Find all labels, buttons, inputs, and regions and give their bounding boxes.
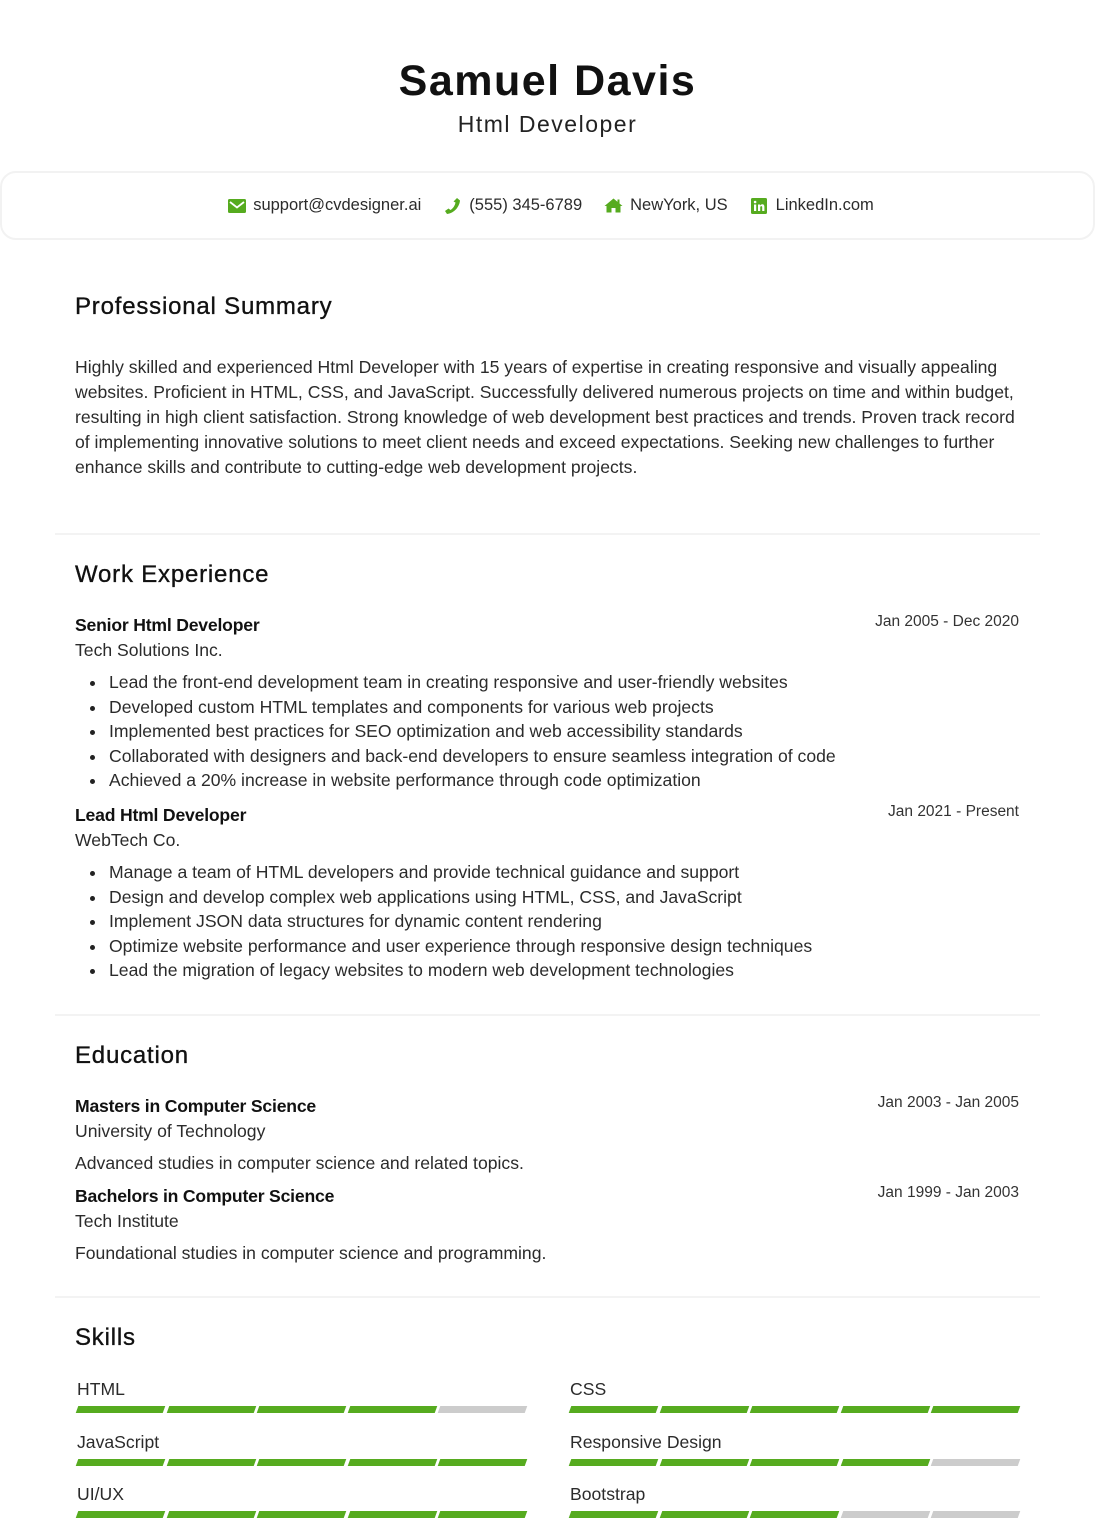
education-dates: Jan 1999 - Jan 2003 <box>877 1184 1019 1201</box>
skill-segment-empty <box>931 1459 1020 1466</box>
job-bullet: Manage a team of HTML developers and provide technical guidance and support <box>75 860 1019 885</box>
contact-email[interactable] <box>227 196 421 215</box>
job-role: Senior Html Developer <box>75 615 260 635</box>
skill-segment-filled <box>750 1511 839 1518</box>
job-bullet: Lead the migration of legacy websites to modern web development technologies <box>75 958 1019 983</box>
envelope-icon <box>227 197 246 214</box>
contact-location-text: NewYork, US <box>630 196 728 214</box>
summary-heading: Professional Summary <box>75 293 333 320</box>
job-bullets <box>75 670 1019 793</box>
skill-segment-filled <box>931 1406 1020 1413</box>
skill-segment-filled <box>76 1511 165 1518</box>
skill-item <box>570 1377 1020 1413</box>
contact-bar <box>0 171 1095 240</box>
skill-segment-filled <box>347 1459 436 1466</box>
contact-linkedin[interactable] <box>750 196 874 215</box>
skill-segment-filled <box>76 1406 165 1413</box>
skill-segment-filled <box>569 1459 658 1466</box>
candidate-title: Html Developer <box>457 111 638 137</box>
skill-segment-filled <box>840 1406 929 1413</box>
skill-segment-empty <box>438 1406 527 1413</box>
job-dates: Jan 2021 - Present <box>888 802 1019 820</box>
education-entry <box>75 1094 1019 1176</box>
candidate-name: Samuel Davis <box>398 57 697 105</box>
job-entry <box>75 613 1019 793</box>
contact-phone-text: (555) 345-6789 <box>469 196 583 214</box>
resume-header <box>0 0 1095 138</box>
skill-name: JavaScript <box>77 1432 160 1452</box>
skill-segment-filled <box>659 1511 748 1518</box>
education-degree: Bachelors in Computer Science <box>75 1186 335 1206</box>
skill-name: Responsive Design <box>570 1432 722 1452</box>
skill-segment-filled <box>659 1406 748 1413</box>
skill-name: UI/UX <box>77 1484 124 1504</box>
skill-rating-bar <box>77 1511 527 1518</box>
job-bullet: Optimize website performance and user experience through responsive design techniques <box>75 934 1019 959</box>
job-dates: Jan 2005 - Dec 2020 <box>875 613 1019 630</box>
section-divider <box>55 1296 1040 1298</box>
education-entry <box>75 1184 1019 1266</box>
education-school: Tech Institute <box>75 1211 179 1231</box>
section-divider <box>55 533 1040 535</box>
skill-rating-bar <box>570 1511 1020 1518</box>
job-bullet: Developed custom HTML templates and components for various web projects <box>75 695 1019 720</box>
skill-item <box>77 1482 527 1518</box>
skill-name: CSS <box>570 1379 607 1399</box>
experience-heading: Work Experience <box>75 561 270 588</box>
skill-name: Bootstrap <box>570 1484 646 1504</box>
linkedin-icon <box>750 197 769 214</box>
experience-section <box>75 560 1019 983</box>
skill-rating-bar <box>570 1406 1020 1413</box>
contact-email-text: support@cvdesigner.ai <box>253 196 422 214</box>
skill-segment-filled <box>569 1406 658 1413</box>
skill-rating-bar <box>77 1406 527 1413</box>
skill-segment-filled <box>840 1459 929 1466</box>
skill-segment-filled <box>166 1459 255 1466</box>
skill-segment-filled <box>166 1511 255 1518</box>
skills-section <box>75 1323 1019 1353</box>
skill-segment-empty <box>840 1511 929 1518</box>
education-degree: Masters in Computer Science <box>75 1096 316 1116</box>
skill-segment-filled <box>750 1406 839 1413</box>
job-bullets <box>75 860 1019 983</box>
skill-segment-filled <box>166 1406 255 1413</box>
job-role: Lead Html Developer <box>75 804 247 825</box>
contact-linkedin-text: LinkedIn.com <box>775 196 874 214</box>
education-dates: Jan 2003 - Jan 2005 <box>877 1094 1019 1111</box>
education-heading: Education <box>75 1042 189 1069</box>
education-description: Advanced studies in computer science and related topics. <box>75 1153 524 1173</box>
skill-segment-filled <box>76 1459 165 1466</box>
skills-heading: Skills <box>75 1324 136 1351</box>
skill-segment-filled <box>257 1406 346 1413</box>
skill-segment-filled <box>347 1511 436 1518</box>
summary-section <box>75 292 1019 480</box>
job-bullet: Design and develop complex web applications using HTML, CSS, and JavaScript <box>75 885 1019 910</box>
job-bullet: Implemented best practices for SEO optimization and web accessibility standards <box>75 719 1019 744</box>
skill-segment-filled <box>659 1459 748 1466</box>
skill-segment-filled <box>438 1459 527 1466</box>
skill-segment-filled <box>257 1511 346 1518</box>
skill-item <box>570 1430 1020 1466</box>
education-section <box>75 1041 1019 1266</box>
skill-segment-filled <box>750 1459 839 1466</box>
contact-location <box>604 196 728 215</box>
job-company: Tech Solutions Inc. <box>75 640 223 660</box>
skill-name: HTML <box>77 1379 125 1399</box>
skill-rating-bar <box>77 1459 527 1466</box>
skill-item <box>570 1482 1020 1518</box>
phone-icon <box>443 197 462 214</box>
summary-text: Highly skilled and experienced Html Developer with 15 years of expertise in creating responsive and visually appealing websites. Proficient in HTML, CSS, and JavaScript. Successfully delivered numerous projects on time and within budget, resulting in high client satisfaction. Strong knowledge of web development best practices and trends. Proven track record of implementing innovative solutions to meet client needs and exceed expectations. Seeking new challenges to further enhance skills and contribute to cutting-edge web development projects. <box>75 357 1015 477</box>
job-bullet: Collaborated with designers and back-end developers to ensure seamless integration of code <box>75 744 1019 769</box>
skill-segment-filled <box>257 1459 346 1466</box>
skill-segment-filled <box>347 1406 436 1413</box>
skill-segment-filled <box>438 1511 527 1518</box>
education-description: Foundational studies in computer science and programming. <box>75 1243 547 1263</box>
job-bullet: Implement JSON data structures for dynamic content rendering <box>75 909 1019 934</box>
job-company: WebTech Co. <box>75 829 181 850</box>
education-school: University of Technology <box>75 1121 266 1141</box>
skill-segment-filled <box>569 1511 658 1518</box>
skill-item <box>77 1430 527 1466</box>
job-entry <box>75 803 1019 983</box>
job-bullet: Lead the front-end development team in creating responsive and user-friendly websites <box>75 670 1019 695</box>
skill-rating-bar <box>570 1459 1020 1466</box>
home-icon <box>604 197 623 214</box>
skill-item <box>77 1377 527 1413</box>
job-bullet: Achieved a 20% increase in website performance through code optimization <box>75 768 1019 793</box>
section-divider <box>55 1014 1040 1016</box>
skill-segment-empty <box>931 1511 1020 1518</box>
contact-phone[interactable] <box>443 196 582 215</box>
